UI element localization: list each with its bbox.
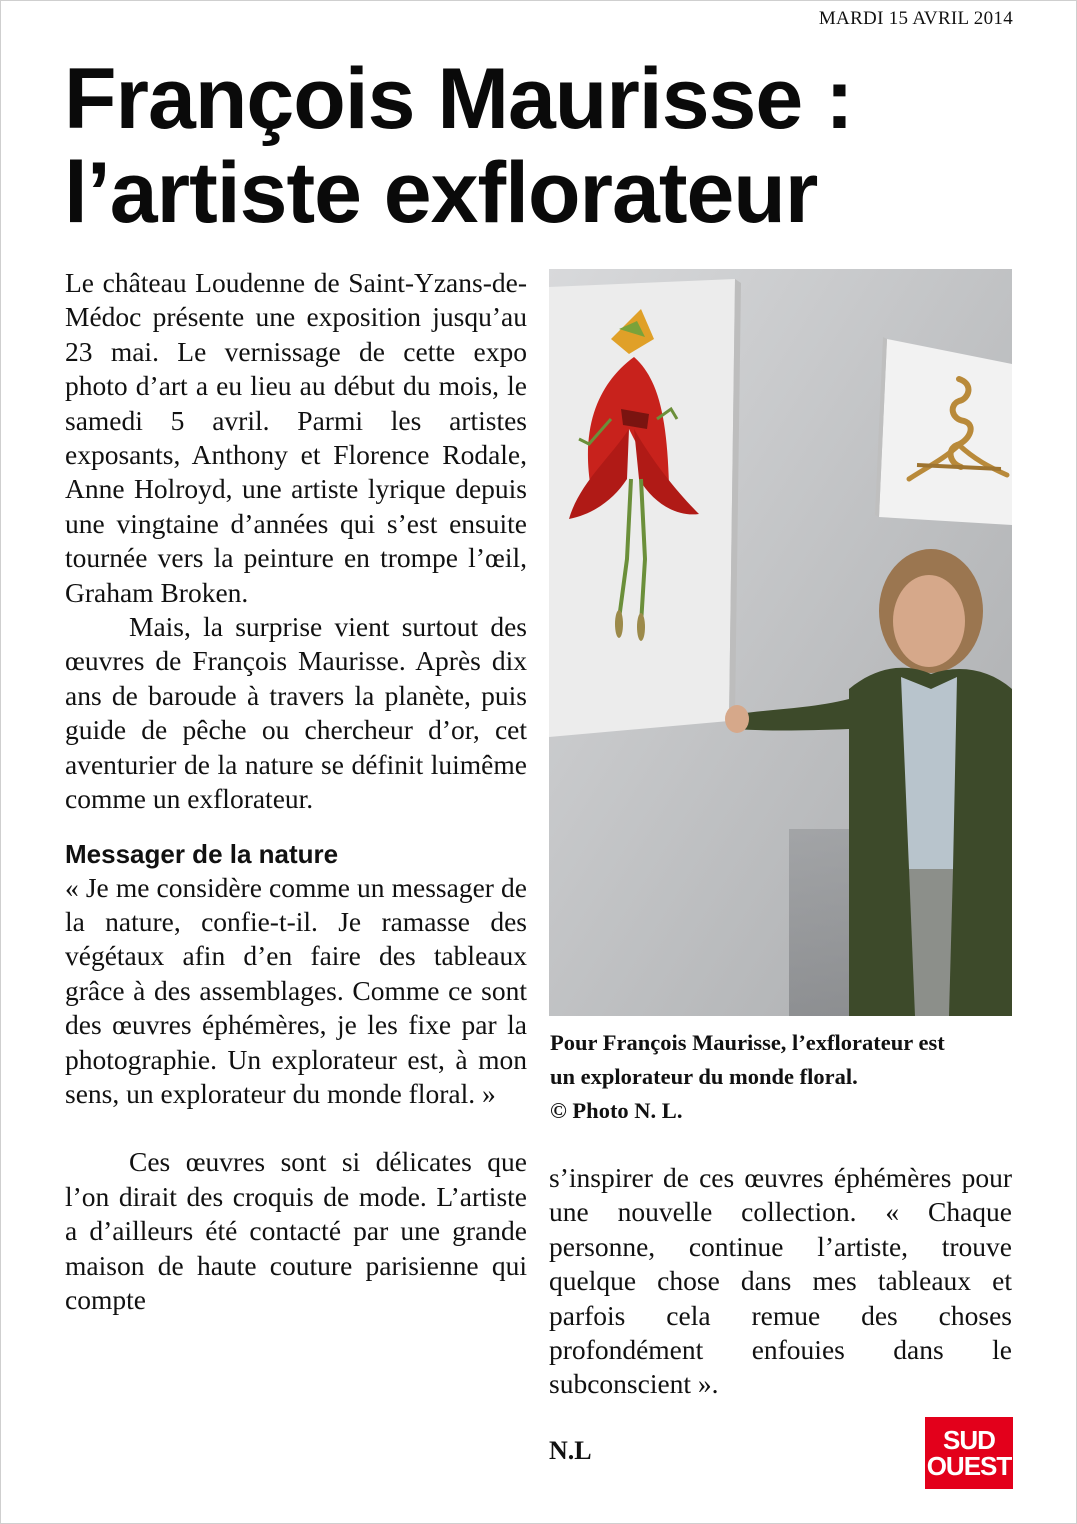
caption-line-1: Pour François Maurisse, l’exflorateur est xyxy=(550,1030,945,1055)
subheading: Messager de la nature xyxy=(65,838,339,869)
paragraph-continuation: s’inspirer de ces œuvres éphémères pour une nouvelle collection. « Chaque personne, continue l’artiste, trouve quelque chose dans mes tableaux et parfois cela remue des choses profondément enfouies dans le subconscient ». xyxy=(549,1162,1012,1400)
left-column xyxy=(65,266,527,1317)
photo-illustration xyxy=(549,269,1012,1016)
publication-date: MARDI 15 AVRIL 2014 xyxy=(818,8,1013,29)
caption-line-2: un explorateur du monde floral. xyxy=(550,1064,858,1089)
article-photo xyxy=(549,269,1012,1016)
caption-credit: © Photo N. L. xyxy=(550,1098,683,1123)
paragraph-intro: Le château Loudenne de Saint-Yzans-de-Médoc présente une exposition jusqu’au 23 mai. Le vernissage de cette expo photo d’art a eu lieu au début du mois, le samedi 5 avril. Parmi les artistes exposants, Anthony et Florence Rodale, Anne Holroyd, une artiste lyrique depuis une vingtaine d’années qui s’est ensuite tournée vers la peinture en trompe l’œil, Graham Broken. xyxy=(65,267,527,608)
paragraph-surprise: Mais, la surprise vient surtout des œuvres de François Maurisse. Après dix ans de baroude à travers la planète, puis guide de pêche ou chercheur d’or, cet aventurier de la nature se définit luimême comme un exflorateur. xyxy=(65,611,527,815)
photo-caption xyxy=(550,1026,1020,1128)
headline-line-2: l’artiste exflorateur xyxy=(64,145,818,241)
paragraph-quote: « Je me considère comme un messager de la nature, confie-t-il. Je ramasse des végétaux afin d’en faire des tableaux grâce à des assemblages. Comme ce sont des œuvres éphémères, je les fixe par la photographie. Un explorateur est, à mon sens, un explorateur du monde floral. » xyxy=(65,871,527,1109)
paragraph-gap xyxy=(65,1111,527,1145)
headline-line-1: François Maurisse : xyxy=(64,51,853,147)
author-signature: N.L xyxy=(549,1436,592,1465)
sud-ouest-logo xyxy=(925,1417,1013,1489)
logo-line-2: OUEST xyxy=(926,1451,1012,1481)
right-column xyxy=(549,1161,1012,1402)
paragraph-delicate: Ces œuvres sont si délicates que l’on dirait des croquis de mode. L’artiste a d’ailleurs été contacté par une grande maison de haute couture parisienne qui compte xyxy=(65,1146,527,1315)
logo-line-1: SUD xyxy=(943,1425,995,1455)
headline xyxy=(64,52,1014,240)
